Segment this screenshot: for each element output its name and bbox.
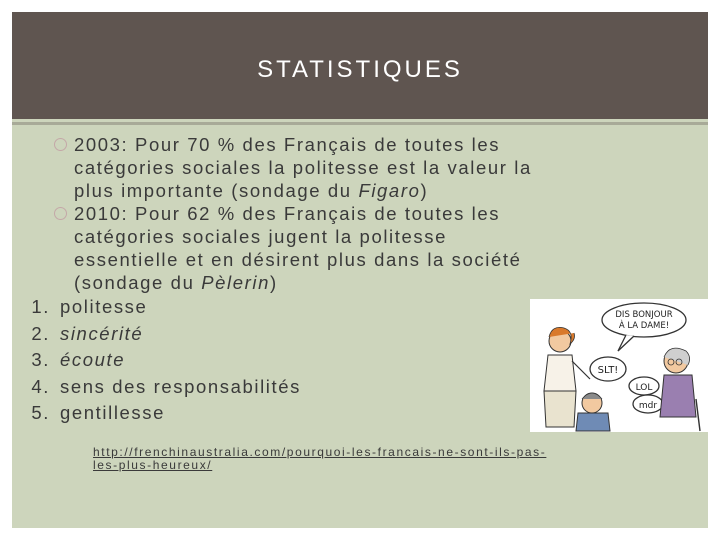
page-title: STATISTIQUES (257, 56, 463, 83)
bullet-item (52, 133, 644, 202)
content-area (31, 133, 644, 427)
source-link[interactable]: http://frenchinaustralia.com/pourquoi-les-francais-ne-sont-ils-pas- les-plus-heureux/ (93, 445, 547, 472)
bubble-1-line-1: DIS BONJOUR (615, 310, 673, 320)
title-bar (12, 12, 708, 119)
list-item (26, 400, 644, 427)
bubble-2-text: SLT! (597, 365, 619, 376)
list-item (26, 294, 644, 321)
list-text: sens des responsabilités (60, 375, 301, 397)
bullet-circle-icon (54, 207, 67, 220)
bullet-text: 2003: Pour 70 % des Français de toutes les catégories sociales la politesse est la valeur la plus importante (sondage du Figaro) (74, 134, 532, 201)
bullet-text: 2010: Pour 62 % des Français de toutes les catégories sociales jugent la politesse essentielle et en désirent plus dans la société (sondage du Pèlerin) (74, 203, 522, 293)
list-number: 3. (31, 349, 50, 370)
list-text: écoute (60, 349, 126, 370)
bubble-4-text: mdr (638, 401, 658, 411)
list-item (26, 374, 644, 401)
numbered-list (31, 294, 644, 427)
list-number: 5. (31, 402, 50, 423)
bubble-3-text: LOL (635, 383, 653, 393)
list-number: 4. (31, 375, 50, 397)
list-number: 1. (31, 296, 50, 317)
bullet-circle-icon (54, 138, 67, 151)
list-item (26, 321, 644, 348)
list-text: gentillesse (60, 402, 166, 423)
slide (12, 12, 708, 528)
list-number: 2. (31, 322, 50, 344)
bubble-1-line-2: À LA DAME! (618, 321, 670, 331)
list-item (26, 347, 644, 374)
list-text: politesse (60, 296, 148, 317)
list-text: sincérité (60, 322, 144, 344)
divider (12, 122, 708, 125)
bullet-item (52, 202, 644, 294)
